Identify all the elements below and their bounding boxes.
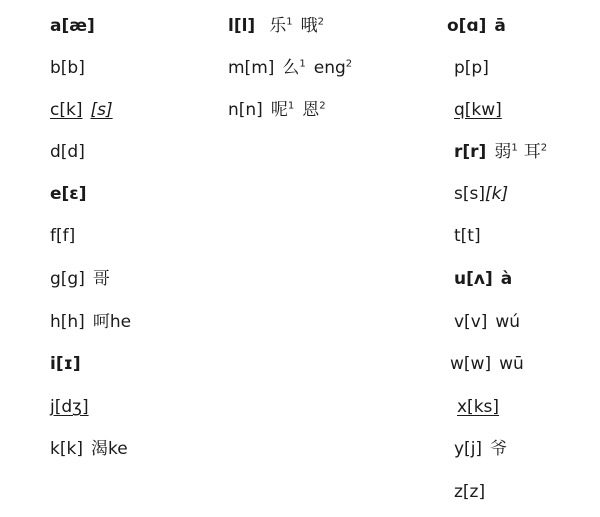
letter-n-text: n[n] xyxy=(228,100,263,120)
letter-a xyxy=(50,15,95,37)
letter-q xyxy=(454,99,502,121)
letter-d-text: d[d] xyxy=(50,142,85,162)
letter-u xyxy=(454,268,512,290)
letter-k xyxy=(50,438,128,460)
letter-e xyxy=(50,183,87,205)
letter-k-example: 渴ke xyxy=(90,439,128,459)
letter-n-example-2: 恩 xyxy=(302,100,320,120)
letter-p-text: p[p] xyxy=(454,58,489,78)
letter-a-text: a[æ] xyxy=(50,16,95,36)
letter-b xyxy=(50,57,85,79)
letter-l-sup-1: 1 xyxy=(286,16,293,28)
letter-r xyxy=(454,141,547,163)
letter-r-sup-1: 1 xyxy=(511,142,518,154)
letter-h xyxy=(50,311,131,333)
letter-j xyxy=(50,396,101,418)
letter-l-text: l[l] xyxy=(228,16,256,36)
letter-v-text: v[v] xyxy=(454,312,488,332)
letter-j-text: j[dʒ] xyxy=(50,397,89,417)
letter-d xyxy=(50,141,85,163)
letter-k-text: k[k] xyxy=(50,439,83,459)
letter-n xyxy=(228,99,326,121)
letter-w-text: w[w] xyxy=(450,354,492,374)
letter-o-text: o[ɑ] xyxy=(447,16,487,36)
letter-i xyxy=(50,353,81,375)
letter-m-sup-1: 1 xyxy=(299,58,306,70)
letter-c-alt: [s] xyxy=(90,100,113,120)
letter-r-text: r[r] xyxy=(454,142,487,162)
letter-u-example: à xyxy=(500,269,513,289)
letter-n-sup-1: 1 xyxy=(287,100,295,112)
letter-q-text: q[kw] xyxy=(454,100,502,120)
letter-t xyxy=(454,225,481,247)
letter-y xyxy=(454,438,507,460)
letter-r-example-2: 耳 xyxy=(523,142,541,162)
letter-m-example-2: eng xyxy=(313,58,346,78)
letter-f xyxy=(50,225,75,247)
letter-m-sup-2: 2 xyxy=(345,58,353,70)
letter-n-example-1: 呢 xyxy=(270,100,288,120)
letter-c xyxy=(50,99,121,121)
letter-x-text: x[ks] xyxy=(457,397,500,417)
letter-x xyxy=(457,396,499,418)
letter-v-example: wú xyxy=(495,312,521,332)
letter-g-example: 哥 xyxy=(92,269,110,289)
letter-y-text: y[j] xyxy=(454,439,483,459)
letter-n-sup-2: 2 xyxy=(319,100,326,112)
letter-z-text: z[z] xyxy=(454,482,486,502)
letter-m xyxy=(228,57,352,79)
letter-w-example: wū xyxy=(499,354,524,374)
letter-m-example-1: 么 xyxy=(282,58,300,78)
letter-e-text: e[ɛ] xyxy=(50,184,87,204)
letter-b-text: b[b] xyxy=(50,58,85,78)
letter-o-example: ā xyxy=(494,16,506,36)
letter-l xyxy=(228,15,324,37)
letter-s-text: s[s] xyxy=(454,184,485,204)
letter-u-text: u[ʌ] xyxy=(454,269,493,289)
letter-z xyxy=(454,481,485,503)
letter-m-text: m[m] xyxy=(228,58,275,78)
letter-s-alt: [k] xyxy=(484,184,509,204)
letter-r-example-1: 弱 xyxy=(494,142,512,162)
letter-f-text: f[f] xyxy=(50,226,76,246)
letter-g-text: g[g] xyxy=(50,269,85,289)
letter-v xyxy=(454,311,520,333)
letter-i-text: i[ɪ] xyxy=(50,354,81,374)
letter-c-text: c[k] xyxy=(50,100,83,120)
letter-r-sup-2: 2 xyxy=(540,142,548,154)
letter-l-example-2: 哦 xyxy=(300,16,318,36)
letter-s xyxy=(454,183,508,205)
letter-g xyxy=(50,268,110,290)
letter-p xyxy=(454,57,489,79)
letter-l-example-1: 乐 xyxy=(269,16,287,36)
letter-h-example: 呵he xyxy=(92,312,132,332)
letter-t-text: t[t] xyxy=(454,226,481,246)
letter-w xyxy=(450,353,524,375)
letter-o xyxy=(447,15,506,37)
letter-h-text: h[h] xyxy=(50,312,85,332)
letter-y-example: 爷 xyxy=(490,439,508,459)
letter-l-sup-2: 2 xyxy=(317,16,324,28)
